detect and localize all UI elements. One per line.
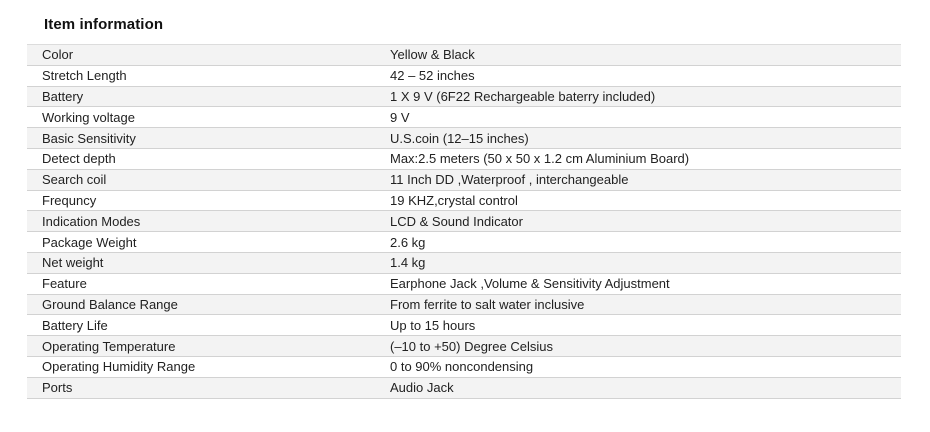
spec-label: Operating Humidity Range [27, 356, 375, 377]
spec-value: Max:2.5 meters (50 x 50 x 1.2 cm Aluminium Board) [375, 148, 901, 169]
table-row [27, 273, 901, 294]
table-row [27, 211, 901, 232]
spec-label: Indication Modes [27, 211, 375, 232]
section-title: Item information [44, 16, 164, 33]
table-row [27, 315, 901, 336]
spec-value: 9 V [375, 107, 901, 128]
spec-label: Working voltage [27, 107, 375, 128]
spec-label: Stretch Length [27, 65, 375, 86]
table-row [27, 148, 901, 169]
spec-label: Ground Balance Range [27, 294, 375, 315]
spec-label: Net weight [27, 252, 375, 273]
spec-table-body [27, 45, 901, 399]
spec-label: Feature [27, 273, 375, 294]
spec-label: Detect depth [27, 148, 375, 169]
table-row [27, 232, 901, 253]
spec-value: 1 X 9 V (6F22 Rechargeable baterry included) [375, 86, 901, 107]
spec-value: Audio Jack [375, 377, 901, 398]
table-row [27, 294, 901, 315]
spec-label: Color [27, 45, 375, 66]
table-row [27, 86, 901, 107]
spec-value: 11 Inch DD ,Waterproof , interchangeable [375, 169, 901, 190]
spec-label: Battery Life [27, 315, 375, 336]
spec-value: 19 KHZ,crystal control [375, 190, 901, 211]
spec-value: 2.6 kg [375, 232, 901, 253]
spec-value: (–10 to +50) Degree Celsius [375, 336, 901, 357]
spec-value: 0 to 90% noncondensing [375, 356, 901, 377]
spec-label: Operating Temperature [27, 336, 375, 357]
spec-label: Basic Sensitivity [27, 128, 375, 149]
spec-label: Battery [27, 86, 375, 107]
table-row [27, 336, 901, 357]
spec-label: Ports [27, 377, 375, 398]
spec-value: U.S.coin (12–15 inches) [375, 128, 901, 149]
table-row [27, 190, 901, 211]
spec-value: Yellow & Black [375, 45, 901, 66]
table-row [27, 128, 901, 149]
spec-value: Up to 15 hours [375, 315, 901, 336]
spec-value: 42 – 52 inches [375, 65, 901, 86]
table-row [27, 45, 901, 66]
spec-table [27, 44, 901, 399]
table-row [27, 377, 901, 398]
spec-value: From ferrite to salt water inclusive [375, 294, 901, 315]
spec-label: Frequncy [27, 190, 375, 211]
spec-value: Earphone Jack ,Volume & Sensitivity Adjustment [375, 273, 901, 294]
spec-label: Package Weight [27, 232, 375, 253]
spec-label: Search coil [27, 169, 375, 190]
table-row [27, 107, 901, 128]
table-row [27, 169, 901, 190]
table-row [27, 252, 901, 273]
table-row [27, 356, 901, 377]
spec-value: LCD & Sound Indicator [375, 211, 901, 232]
spec-value: 1.4 kg [375, 252, 901, 273]
table-row [27, 65, 901, 86]
